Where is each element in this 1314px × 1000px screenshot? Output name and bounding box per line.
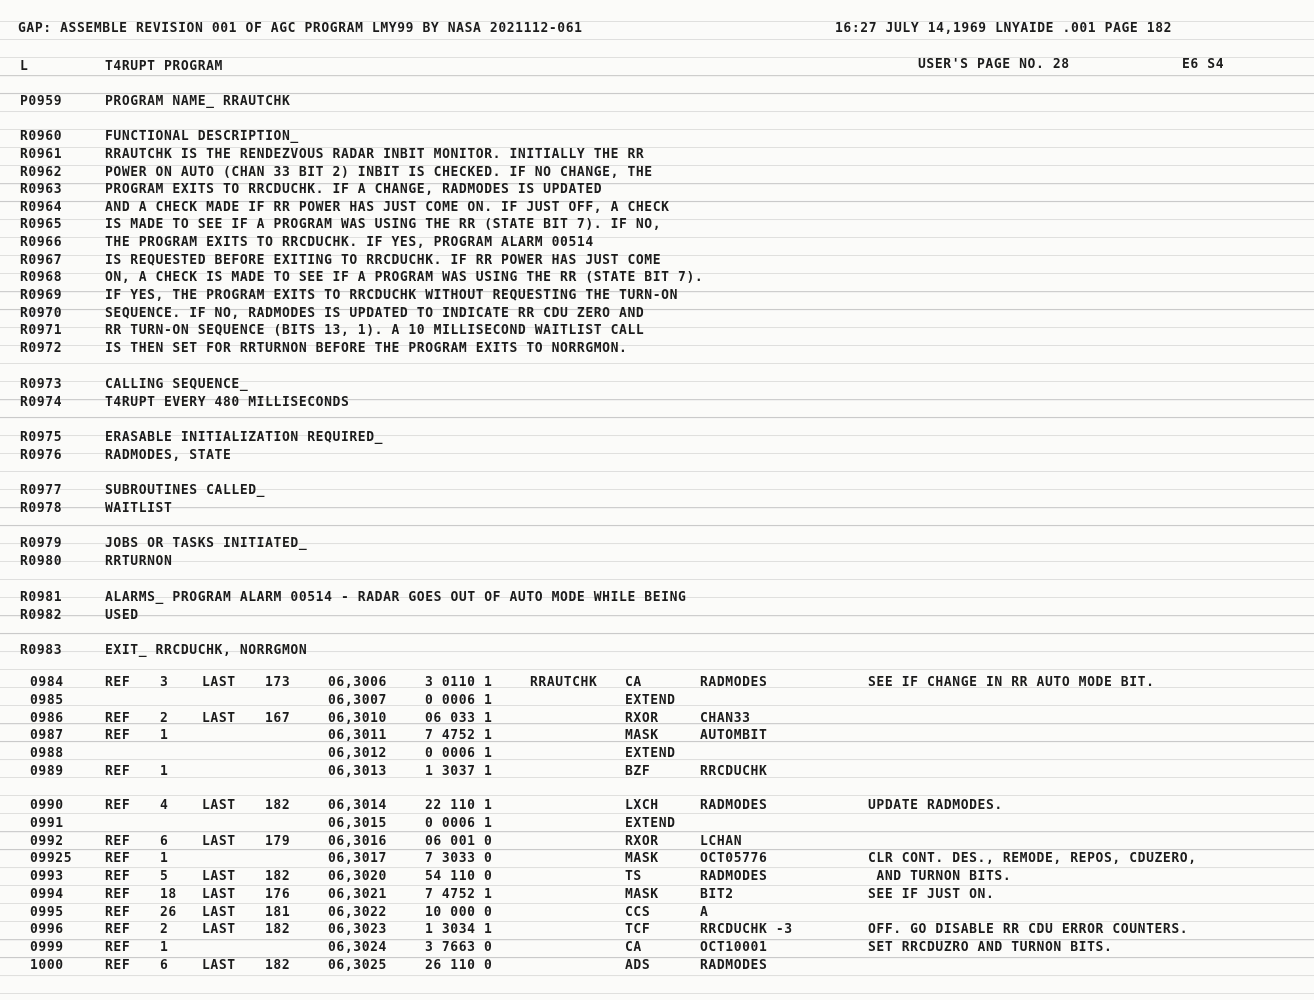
code-word: 1 3034 1 — [425, 922, 493, 937]
code-ref-count: 2 — [160, 711, 169, 726]
subheader-flag: L — [20, 59, 29, 74]
comment-line-id: R0972 — [20, 341, 63, 356]
code-opcode: EXTEND — [625, 746, 676, 761]
code-ref-count: 1 — [160, 851, 169, 866]
code-ref-count: 26 — [160, 905, 177, 920]
code-line-number: 0990 — [30, 798, 64, 813]
code-address: 06,3017 — [328, 851, 387, 866]
code-address: 06,3014 — [328, 798, 387, 813]
header-left: GAP: ASSEMBLE REVISION 001 OF AGC PROGRAM LMY99 BY NASA 2021112-061 — [18, 21, 583, 36]
code-line-number: 0986 — [30, 711, 64, 726]
code-opcode: TS — [625, 869, 642, 884]
comment-line-id: R0969 — [20, 288, 63, 303]
code-word: 0 0006 1 — [425, 693, 493, 708]
comment-line-id: R0978 — [20, 501, 63, 516]
comment-line-text: RADMODES, STATE — [105, 448, 232, 463]
code-last-page: 182 — [265, 798, 291, 813]
comment-line-id: R0965 — [20, 217, 63, 232]
code-ref: REF — [105, 851, 131, 866]
code-ref: REF — [105, 887, 131, 902]
code-row — [0, 692, 1314, 710]
comment-line-id: R0963 — [20, 182, 63, 197]
code-address: 06,3010 — [328, 711, 387, 726]
comment-line-text: POWER ON AUTO (CHAN 33 BIT 2) INBIT IS CHECKED. IF NO CHANGE, THE — [105, 165, 653, 180]
code-opcode: EXTEND — [625, 816, 676, 831]
comment-line-text: RR TURN-ON SEQUENCE (BITS 13, 1). A 10 MILLISECOND WAITLIST CALL — [105, 323, 645, 338]
code-last-page: 181 — [265, 905, 291, 920]
comment-line-text: IF YES, THE PROGRAM EXITS TO RRCDUCHK WITHOUT REQUESTING THE TURN-ON — [105, 288, 679, 303]
code-row — [0, 674, 1314, 692]
comment-line-id: R0979 — [20, 536, 63, 551]
comment-line-text: SEQUENCE. IF NO, RADMODES IS UPDATED TO INDICATE RR CDU ZERO AND — [105, 306, 645, 321]
code-address: 06,3015 — [328, 816, 387, 831]
code-word: 7 4752 1 — [425, 887, 493, 902]
code-operand: BIT2 — [700, 887, 734, 902]
comment-line-text: FUNCTIONAL DESCRIPTION_ — [105, 129, 299, 144]
code-opcode: CA — [625, 675, 642, 690]
comment-line-id: R0982 — [20, 608, 63, 623]
code-address: 06,3011 — [328, 728, 387, 743]
code-last: LAST — [202, 922, 236, 937]
code-ref-count: 1 — [160, 764, 169, 779]
comment-line-text: ERASABLE INITIALIZATION REQUIRED_ — [105, 430, 384, 445]
comment-line-text: IS MADE TO SEE IF A PROGRAM WAS USING THE RR (STATE BIT 7). IF NO, — [105, 217, 662, 232]
code-opcode: CCS — [625, 905, 651, 920]
code-address: 06,3025 — [328, 958, 387, 973]
comment-line-text: SUBROUTINES CALLED_ — [105, 483, 266, 498]
code-last: LAST — [202, 869, 236, 884]
comment-line-id: R0980 — [20, 554, 63, 569]
code-comment: SET RRCDUZRO AND TURNON BITS. — [868, 940, 1113, 955]
comment-line-id: R0971 — [20, 323, 63, 338]
code-ref-count: 1 — [160, 940, 169, 955]
comment-line-id: R0977 — [20, 483, 63, 498]
comment-line-id: R0967 — [20, 253, 63, 268]
comment-line-id: R0961 — [20, 147, 63, 162]
code-line-number: 0993 — [30, 869, 64, 884]
code-address: 06,3006 — [328, 675, 387, 690]
code-operand: RADMODES — [700, 675, 768, 690]
code-opcode: BZF — [625, 764, 651, 779]
code-row — [0, 939, 1314, 957]
subheader-title: T4RUPT PROGRAM — [105, 59, 223, 74]
code-ref: REF — [105, 905, 131, 920]
code-line-number: 0984 — [30, 675, 64, 690]
code-operand: AUTOMBIT — [700, 728, 768, 743]
subheader-user-page: USER'S PAGE NO. 28 — [918, 57, 1070, 72]
code-operand: OCT05776 — [700, 851, 768, 866]
comment-line-text: PROGRAM EXITS TO RRCDUCHK. IF A CHANGE, RADMODES IS UPDATED — [105, 182, 603, 197]
code-opcode: TCF — [625, 922, 651, 937]
code-last: LAST — [202, 834, 236, 849]
code-row — [0, 833, 1314, 851]
code-operand: A — [700, 905, 709, 920]
comment-line-text: RRTURNON — [105, 554, 173, 569]
code-operand: CHAN33 — [700, 711, 751, 726]
code-comment: SEE IF JUST ON. — [868, 887, 995, 902]
comment-line-id: R0976 — [20, 448, 63, 463]
comment-line-text: USED — [105, 608, 139, 623]
code-comment: CLR CONT. DES., REMODE, REPOS, CDUZERO, — [868, 851, 1197, 866]
code-last: LAST — [202, 887, 236, 902]
code-word: 7 3033 0 — [425, 851, 493, 866]
code-last: LAST — [202, 798, 236, 813]
code-line-number: 0987 — [30, 728, 64, 743]
code-row — [0, 745, 1314, 763]
code-address: 06,3012 — [328, 746, 387, 761]
comment-line-text: THE PROGRAM EXITS TO RRCDUCHK. IF YES, PROGRAM ALARM 00514 — [105, 235, 594, 250]
subheader-code: E6 S4 — [1182, 57, 1225, 72]
code-word: 10 000 0 — [425, 905, 493, 920]
code-line-number: 0988 — [30, 746, 64, 761]
code-last-page: 182 — [265, 869, 291, 884]
code-ref: REF — [105, 940, 131, 955]
code-line-number: 0994 — [30, 887, 64, 902]
comment-line-id: P0959 — [20, 94, 63, 109]
code-row — [0, 797, 1314, 815]
code-line-number: 1000 — [30, 958, 64, 973]
code-line-number: 0989 — [30, 764, 64, 779]
code-line-number: 0992 — [30, 834, 64, 849]
code-ref-count: 2 — [160, 922, 169, 937]
comment-line-text: ALARMS_ PROGRAM ALARM 00514 - RADAR GOES OUT OF AUTO MODE WHILE BEING — [105, 590, 687, 605]
code-last: LAST — [202, 905, 236, 920]
code-opcode: RXOR — [625, 834, 659, 849]
comment-line-text: ON, A CHECK IS MADE TO SEE IF A PROGRAM WAS USING THE RR (STATE BIT 7). — [105, 270, 704, 285]
code-line-number: 0991 — [30, 816, 64, 831]
comment-line-id: R0981 — [20, 590, 63, 605]
code-last: LAST — [202, 675, 236, 690]
comment-line-text: PROGRAM NAME_ RRAUTCHK — [105, 94, 291, 109]
code-last-page: 176 — [265, 887, 291, 902]
code-ref-count: 6 — [160, 958, 169, 973]
comment-line-text: T4RUPT EVERY 480 MILLISECONDS — [105, 395, 350, 410]
code-ref: REF — [105, 764, 131, 779]
comment-line-id: R0962 — [20, 165, 63, 180]
code-word: 3 0110 1 — [425, 675, 493, 690]
code-row — [0, 815, 1314, 833]
comment-line-text: CALLING SEQUENCE_ — [105, 377, 249, 392]
code-word: 22 110 1 — [425, 798, 493, 813]
code-line-number: 0999 — [30, 940, 64, 955]
code-last-page: 173 — [265, 675, 291, 690]
code-operand: OCT10001 — [700, 940, 768, 955]
code-row — [0, 904, 1314, 922]
code-address: 06,3022 — [328, 905, 387, 920]
code-ref: REF — [105, 869, 131, 884]
header-right: 16:27 JULY 14,1969 LNYAIDE .001 PAGE 182 — [835, 21, 1173, 36]
code-ref: REF — [105, 958, 131, 973]
code-opcode: MASK — [625, 887, 659, 902]
code-operand: LCHAN — [700, 834, 743, 849]
code-ref: REF — [105, 675, 131, 690]
code-opcode: EXTEND — [625, 693, 676, 708]
code-row — [0, 957, 1314, 975]
comment-line-text: RRAUTCHK IS THE RENDEZVOUS RADAR INBIT MONITOR. INITIALLY THE RR — [105, 147, 645, 162]
code-word: 7 4752 1 — [425, 728, 493, 743]
code-address: 06,3023 — [328, 922, 387, 937]
code-last-page: 167 — [265, 711, 291, 726]
code-operand: RRCDUCHK -3 — [700, 922, 793, 937]
code-opcode: MASK — [625, 728, 659, 743]
code-row — [0, 710, 1314, 728]
code-row — [0, 727, 1314, 745]
code-row — [0, 921, 1314, 939]
comment-line-id: R0974 — [20, 395, 63, 410]
comment-line-text: EXIT_ RRCDUCHK, NORRGMON — [105, 643, 308, 658]
code-word: 54 110 0 — [425, 869, 493, 884]
code-ref: REF — [105, 834, 131, 849]
comment-line-text: JOBS OR TASKS INITIATED_ — [105, 536, 308, 551]
code-ref: REF — [105, 711, 131, 726]
code-row — [0, 850, 1314, 868]
code-opcode: RXOR — [625, 711, 659, 726]
comment-line-text: IS REQUESTED BEFORE EXITING TO RRCDUCHK. IF RR POWER HAS JUST COME — [105, 253, 662, 268]
code-address: 06,3013 — [328, 764, 387, 779]
code-line-number: 0985 — [30, 693, 64, 708]
code-operand: RRCDUCHK — [700, 764, 768, 779]
code-opcode: ADS — [625, 958, 651, 973]
code-word: 3 7663 0 — [425, 940, 493, 955]
comment-line-id: R0970 — [20, 306, 63, 321]
comment-line-id: R0975 — [20, 430, 63, 445]
code-address: 06,3021 — [328, 887, 387, 902]
code-word: 0 0006 1 — [425, 746, 493, 761]
code-row — [0, 763, 1314, 781]
code-row — [0, 886, 1314, 904]
code-line-number: 0995 — [30, 905, 64, 920]
code-ref-count: 1 — [160, 728, 169, 743]
code-operand: RADMODES — [700, 798, 768, 813]
code-comment: SEE IF CHANGE IN RR AUTO MODE BIT. — [868, 675, 1155, 690]
code-opcode: CA — [625, 940, 642, 955]
code-last-page: 182 — [265, 958, 291, 973]
code-last-page: 179 — [265, 834, 291, 849]
code-comment: OFF. GO DISABLE RR CDU ERROR COUNTERS. — [868, 922, 1189, 937]
code-row — [0, 868, 1314, 886]
code-opcode: MASK — [625, 851, 659, 866]
code-address: 06,3016 — [328, 834, 387, 849]
code-word: 06 033 1 — [425, 711, 493, 726]
code-last: LAST — [202, 958, 236, 973]
code-ref-count: 3 — [160, 675, 169, 690]
code-ref: REF — [105, 798, 131, 813]
code-comment: UPDATE RADMODES. — [868, 798, 1003, 813]
code-operand: RADMODES — [700, 958, 768, 973]
code-ref-count: 4 — [160, 798, 169, 813]
code-address: 06,3024 — [328, 940, 387, 955]
code-operand: RADMODES — [700, 869, 768, 884]
code-word: 06 001 0 — [425, 834, 493, 849]
code-line-number: 0996 — [30, 922, 64, 937]
code-word: 1 3037 1 — [425, 764, 493, 779]
code-word: 26 110 0 — [425, 958, 493, 973]
comment-line-id: R0960 — [20, 129, 63, 144]
code-ref: REF — [105, 728, 131, 743]
code-last: LAST — [202, 711, 236, 726]
comment-line-id: R0983 — [20, 643, 63, 658]
comment-line-id: R0964 — [20, 200, 63, 215]
code-ref-count: 5 — [160, 869, 169, 884]
code-label: RRAUTCHK — [530, 675, 598, 690]
comment-line-id: R0973 — [20, 377, 63, 392]
comment-line-text: WAITLIST — [105, 501, 173, 516]
code-last-page: 182 — [265, 922, 291, 937]
code-address: 06,3007 — [328, 693, 387, 708]
comment-line-text: IS THEN SET FOR RRTURNON BEFORE THE PROGRAM EXITS TO NORRGMON. — [105, 341, 628, 356]
code-comment: AND TURNON BITS. — [868, 869, 1012, 884]
code-address: 06,3020 — [328, 869, 387, 884]
code-ref-count: 18 — [160, 887, 177, 902]
comment-line-id: R0966 — [20, 235, 63, 250]
code-line-number: 09925 — [30, 851, 73, 866]
code-word: 0 0006 1 — [425, 816, 493, 831]
comment-line-id: R0968 — [20, 270, 63, 285]
code-opcode: LXCH — [625, 798, 659, 813]
code-ref: REF — [105, 922, 131, 937]
code-ref-count: 6 — [160, 834, 169, 849]
comment-line-text: AND A CHECK MADE IF RR POWER HAS JUST COME ON. IF JUST OFF, A CHECK — [105, 200, 670, 215]
